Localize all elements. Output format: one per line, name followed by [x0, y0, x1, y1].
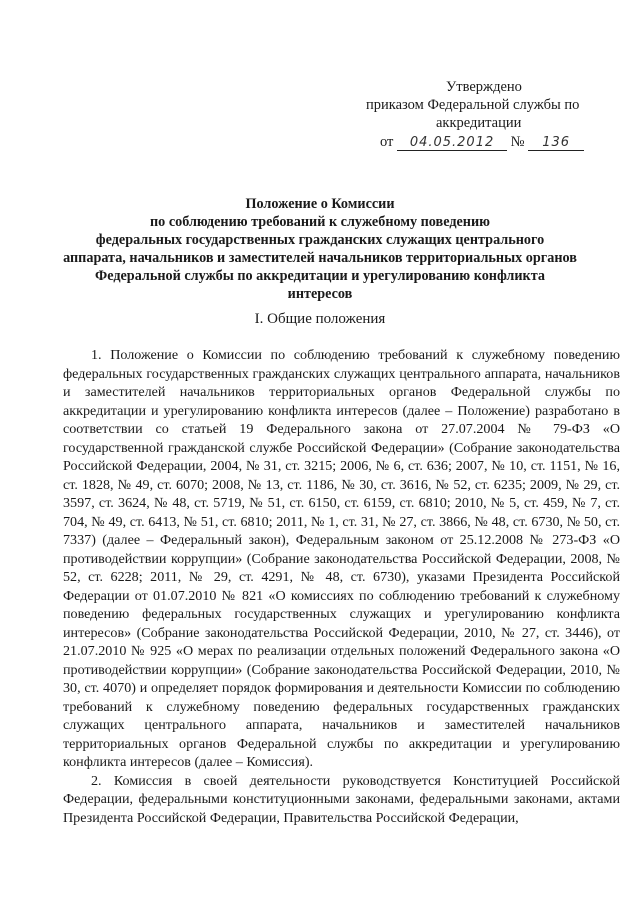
approval-heading: Утверждено: [446, 79, 522, 95]
from-label: от: [380, 134, 394, 150]
title-line: Федеральной службы по аккредитации и урегулированию конфликта: [95, 268, 545, 284]
document-body: [63, 346, 620, 827]
approval-block: [366, 78, 616, 151]
title-line: Положение о Комиссии: [245, 196, 395, 212]
paragraph-2: 2. Комиссия в своей деятельности руководствуется Конституцией Российской Федерации, федеральными конституционными законами, федеральными законами, актами Президента Российской Федерации, Правительства Российской Федерации,: [63, 772, 620, 826]
title-line: по соблюдению требований к служебному поведению: [150, 214, 490, 230]
document-title: [40, 195, 600, 303]
title-line: интересов: [287, 286, 353, 302]
approval-agency-line: аккредитации: [436, 115, 522, 131]
title-line: аппарата, начальников и заместителей начальников территориальных органов: [63, 250, 577, 266]
handwritten-number: 136: [528, 135, 584, 151]
title-line: федеральных государственных гражданских служащих центрального: [95, 232, 545, 248]
number-label: №: [510, 134, 525, 150]
section-heading: I. Общие положения: [254, 311, 386, 327]
paragraph-1: 1. Положение о Комиссии по соблюдению требований к служебному поведению федеральных государственных гражданских служащих центрального аппарата, начальников и заместителей начальников территориальных органов Федеральной службы по аккредитации и урегулированию конфликта интересов (далее – Положение) разработано в соответствии со статьей 19 Федерального закона от 27.07.2004 № 79-ФЗ «О государственной гражданской службе Российской Федерации» (Собрание законодательства Российской Федерации, 2004, № 31, ст. 3215; 2006, № 6, ст. 636; 2007, № 10, ст. 1151, № 16, ст. 1828, № 49, ст. 6070; 2008, № 13, ст. 1186, № 30, ст. 3616, № 52, ст. 6235; 2009, № 29, ст. 3597, ст. 3624, № 48, ст. 5719, № 51, ст. 6150, ст. 6159, ст. 6810; 2010, № 5, ст. 459, № 7, ст. 704, № 49, ст. 6413, № 51, ст. 6810; 2011, № 1, ст. 31, № 27, ст. 3866, № 48, ст. 6730, № 50, ст. 7337) (далее – Федеральный закон), Федеральным законом от 25.12.2008 № 273-ФЗ «О противодействии коррупции» (Собрание законодательства Российской Федерации, 2008, № 52, ст. 6228; 2011, № 29, ст. 4291, № 48, ст. 6730), указами Президента Российской Федерации от 01.07.2010 № 821 «О комиссиях по соблюдению требований к служебному поведению федеральных государственных служащих и урегулированию конфликта интересов» (Собрание законодательства Российской Федерации, 2010, № 27, ст. 3446), от 21.07.2010 № 925 «О мерах по реализации отдельных положений Федерального закона «О противодействии коррупции» (Собрание законодательства Российской Федерации, 2010, № 30, ст. 4070) и определяет порядок формирования и деятельности Комиссии по соблюдению требований к служебному поведению федеральных государственных гражданских служащих центрального аппарата, начальников и заместителей начальников территориальных органов Федеральной службы по аккредитации и урегулированию конфликта интересов (далее – Комиссия).: [63, 347, 620, 770]
approval-date-number-line: [366, 133, 616, 151]
approval-order-line: приказом Федеральной службы по: [366, 97, 580, 113]
handwritten-date: 04.05.2012: [397, 135, 507, 151]
